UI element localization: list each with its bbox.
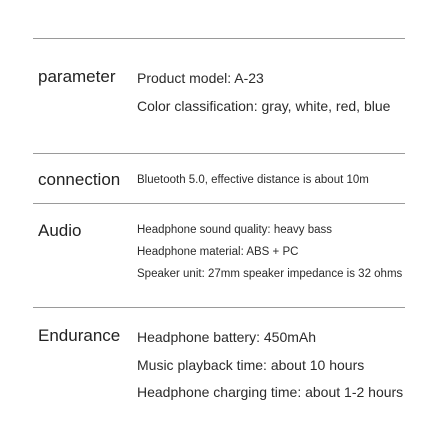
spec-speaker-unit: Speaker unit: 27mm speaker impedance is 32 ohms <box>137 268 403 280</box>
section-label-audio: Audio <box>38 221 82 240</box>
divider-2 <box>33 203 405 204</box>
spec-sound-quality: Headphone sound quality: heavy bass <box>137 224 333 236</box>
spec-bluetooth: Bluetooth 5.0, effective distance is about 10m <box>137 174 369 186</box>
divider-top <box>33 38 405 39</box>
spec-color-classification: Color classification: gray, white, red, blue <box>137 98 391 114</box>
spec-product-model: Product model: A-23 <box>137 70 264 86</box>
divider-1 <box>33 153 405 154</box>
spec-playback-time: Music playback time: about 10 hours <box>137 357 365 373</box>
spec-charging-time: Headphone charging time: about 1-2 hours <box>137 384 404 400</box>
section-label-connection: connection <box>38 170 121 189</box>
section-label-endurance: Endurance <box>38 326 121 345</box>
spec-battery: Headphone battery: 450mAh <box>137 329 317 345</box>
divider-3 <box>33 307 405 308</box>
section-label-parameter: parameter <box>38 67 116 86</box>
spec-material: Headphone material: ABS + PC <box>137 246 299 258</box>
